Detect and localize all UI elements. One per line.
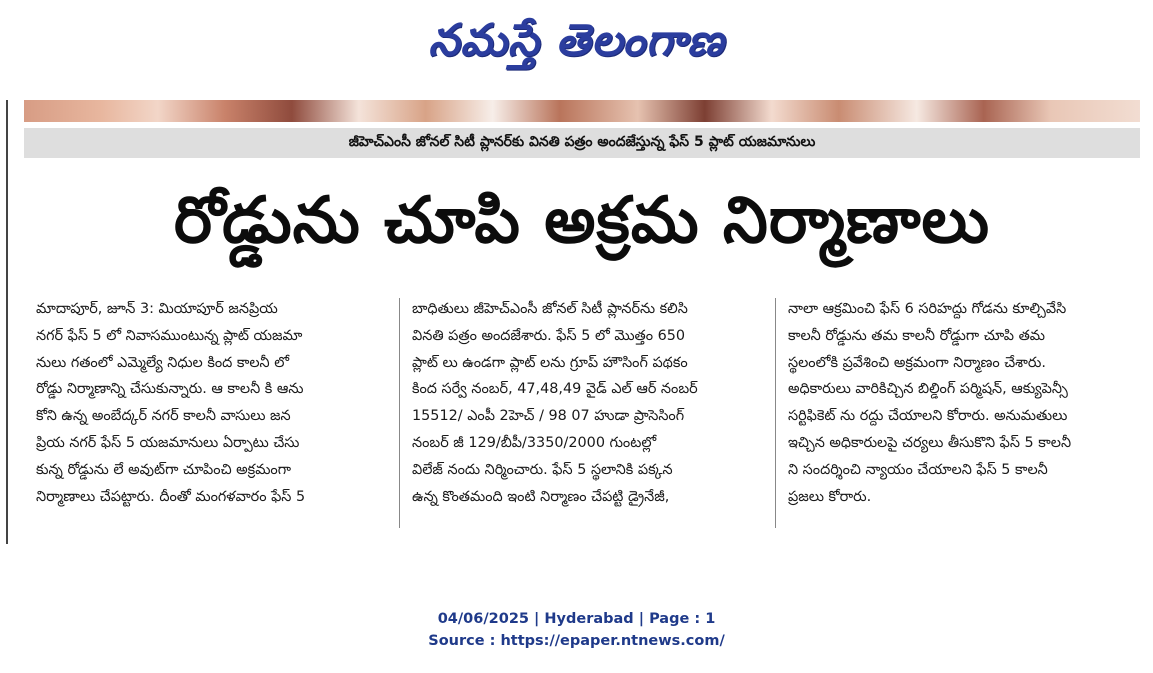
news-clipping (6, 100, 1140, 546)
headline: రోడ్డును చూపి అక్రమ నిర్మాణాలు (173, 183, 991, 258)
source-link[interactable]: Source : https://epaper.ntnews.com/ (428, 633, 725, 649)
edition-info: 04/06/2025 | Hyderabad | Page : 1 (437, 611, 716, 627)
photo-caption: జీహెచ్ఎంసీ జోనల్ సిటీ ప్లానర్‌కు వినతి పత్రం అందజేస్తున్న ఫేస్ 5 ప్లాట్ యజమానులు (24, 128, 1140, 158)
article-paragraph: బాధితులు జీహెచ్ఎంసీ జోనల్ సిటీ ప్లానర్‌ను కలిసి వినతి పత్రం అందజేశారు. ఫేస్ 5 లో మొత్తం 650 ప్లాట్ లు ఉండగా ప్లాట్ లను గ్రూప్ హౌసింగ్ పథకం కింద సర్వే నంబర్, 47,48,49 వైడ్ ఎల్ ఆర్ నంబర్ 15512/ ఎంపీ 2హెచ్ / 98 07 హుడా ప్రాసెసింగ్ నంబర్ జీ 129/బీపీ/3350/2000 గుంటల్లో విలేజ్ నందు నిర్మించారు. ఫేస్ 5 స్థలానికి పక్కన ఉన్న కొంతమంది ఇంటి నిర్మాణం చేపట్టి డ్రైనేజీ, (412, 301, 698, 505)
page-footer (0, 608, 1153, 652)
article-column-1 (36, 296, 382, 510)
article-paragraph: నాలా ఆక్రమించి ఫేస్ 6 సరిహద్దు గోడను కూల్చివేసి కాలనీ రోడ్డును తమ కాలనీ రోడ్డుగా చూపి తమ స్థలంలోకి ప్రవేశించి అక్రమంగా నిర్మాణం చేశారు. అధికారులు వారికిచ్చిన బిల్డింగ్ పర్మిషన్, ఆక్యుపెన్సీ సర్టిఫికెట్ ను రద్దు చేయాలని కోరారు. అనుమతులు ఇచ్చిన అధికారులపై చర్యలు తీసుకొని ఫేస్ 5 కాలనీ ని సందర్శించి న్యాయం చేయాలని ఫేస్ 5 కాలనీ ప్రజలు కోరారు. (788, 301, 1072, 505)
news-photo (24, 100, 1140, 122)
clip-left-border (6, 100, 8, 544)
newspaper-title: నమస్తే తెలంగాణ (428, 15, 725, 66)
column-divider (775, 298, 776, 528)
masthead-logo (0, 0, 1153, 92)
article-body (36, 296, 1136, 544)
article-paragraph: మాదాపూర్, జూన్ 3: మియాపూర్ జనప్రియ నగర్ ఫేస్ 5 లో నివాసముంటున్న ప్లాట్ యజమా నులు గతంలో ఎమ్మెల్యే నిధుల కింద కాలనీ లో రోడ్డు నిర్మాణాన్ని చేసుకున్నారు. ఆ కాలనీ కి ఆను కోని ఉన్న అంబేద్కర్ నగర్ కాలనీ వాసులు జన ప్రియ నగర్ ఫేస్ 5 యజమానులు ఏర్పాటు చేసు కున్న రోడ్డును లే అవుట్‌గా చూపించి అక్రమంగా నిర్మాణాలు చేపట్టారు. దీంతో మంగళవారం ఫేస్ 5 (36, 301, 306, 505)
article-column-3 (788, 296, 1134, 510)
column-divider (399, 298, 400, 528)
article-column-2 (412, 296, 758, 510)
